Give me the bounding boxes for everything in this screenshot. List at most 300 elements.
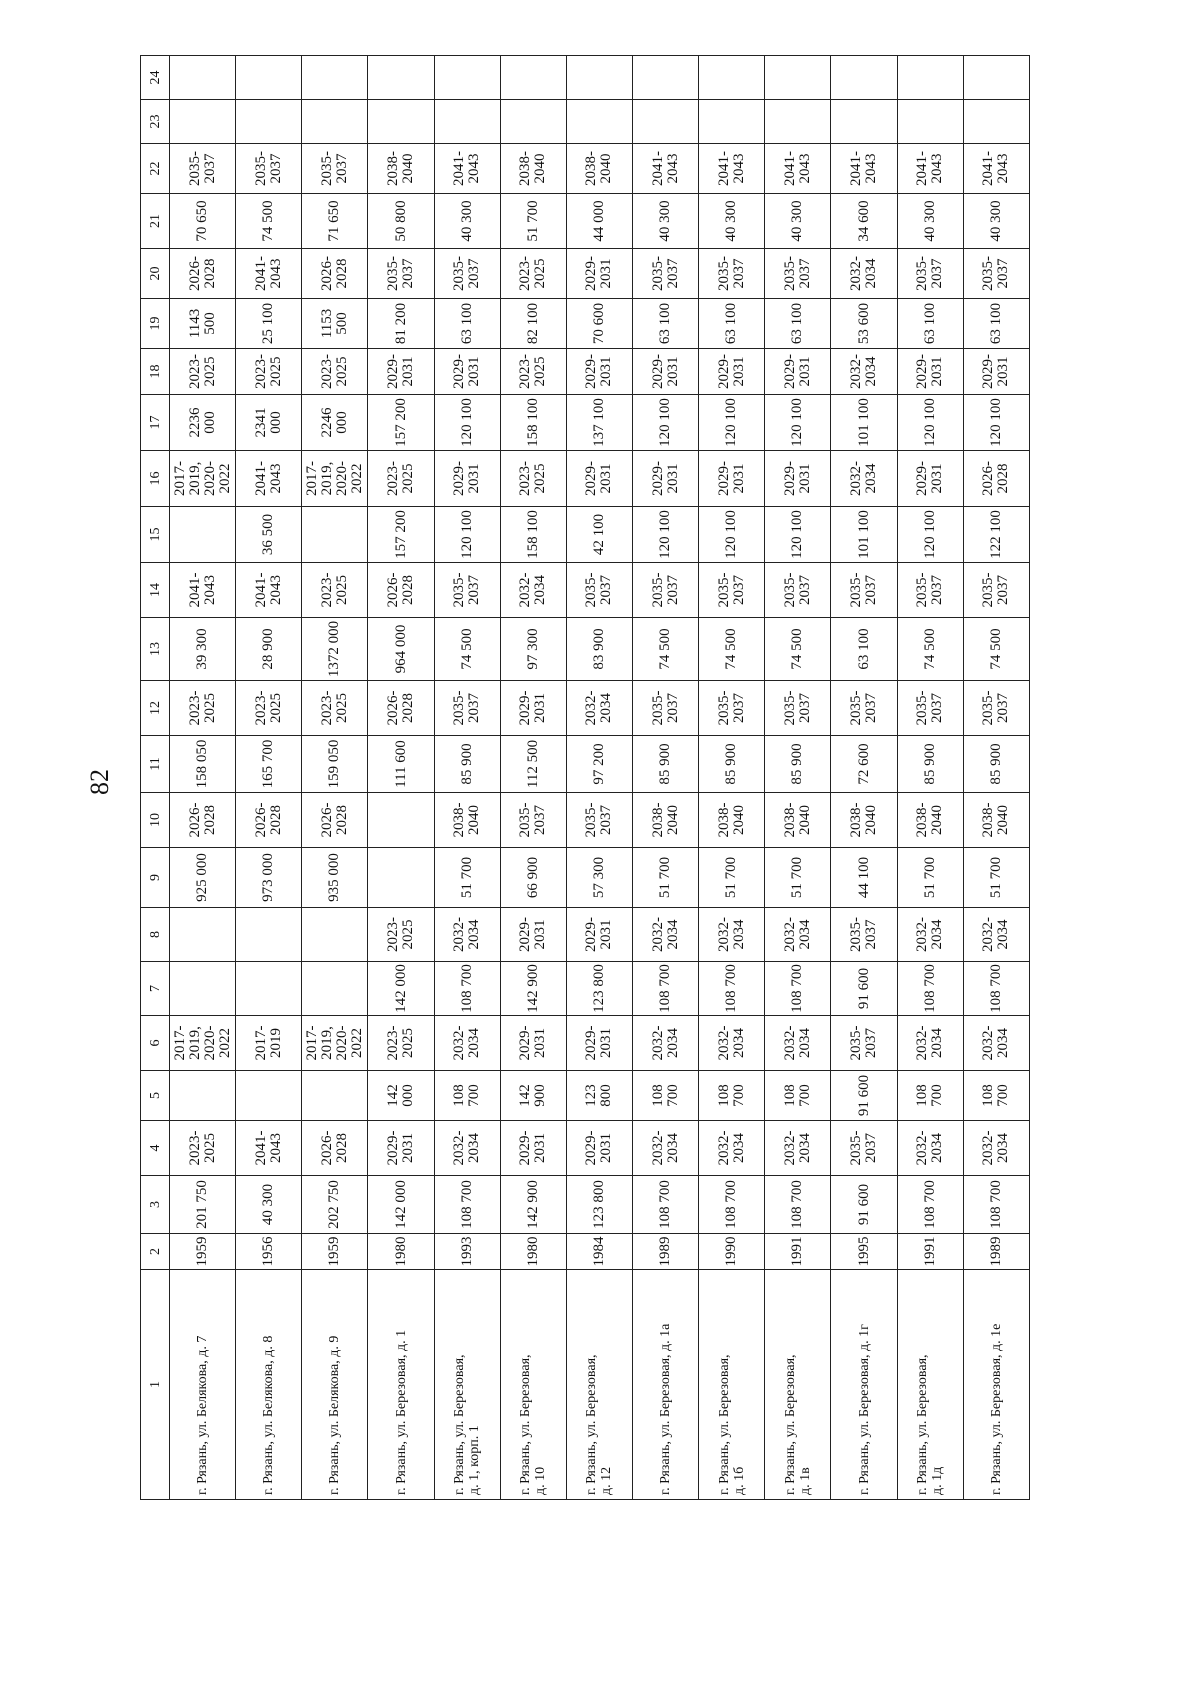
table-cell: 123 800 bbox=[566, 1071, 632, 1121]
table-cell: 2041- 2043 bbox=[699, 144, 765, 194]
table-cell: 51 700 bbox=[699, 848, 765, 908]
table-cell: 1989 bbox=[963, 1234, 1029, 1270]
table-cell: 2035- 2037 bbox=[302, 144, 368, 194]
column-number: 7 bbox=[141, 962, 170, 1016]
table-cell: 2023- 2025 bbox=[368, 1016, 434, 1071]
table-cell: 2041- 2043 bbox=[170, 563, 236, 618]
table-cell: 2023- 2025 bbox=[302, 563, 368, 618]
table-cell: 202 750 bbox=[302, 1176, 368, 1234]
table-cell: 85 900 bbox=[897, 736, 963, 793]
column-number-header bbox=[141, 56, 170, 1500]
table-cell: 91 600 bbox=[831, 1176, 897, 1234]
table-cell: 2029- 2031 bbox=[765, 451, 831, 507]
table-cell: 2032- 2034 bbox=[765, 1121, 831, 1176]
table-cell: 108 700 bbox=[963, 962, 1029, 1016]
table-cell: 2032- 2034 bbox=[963, 1121, 1029, 1176]
table-cell: 137 100 bbox=[566, 395, 632, 451]
table-cell: 50 800 bbox=[368, 194, 434, 249]
table-cell bbox=[236, 908, 302, 962]
table-cell: 2041- 2043 bbox=[633, 144, 699, 194]
table-cell: 2038- 2040 bbox=[699, 793, 765, 848]
table-cell: 120 100 bbox=[434, 395, 500, 451]
column-number: 2 bbox=[141, 1234, 170, 1270]
table-cell: 2035- 2037 bbox=[831, 1121, 897, 1176]
table-cell: 1993 bbox=[434, 1234, 500, 1270]
table-cell: 2017- 2019, 2020- 2022 bbox=[170, 451, 236, 507]
table-cell: 108 700 bbox=[633, 1176, 699, 1234]
table-cell: 120 100 bbox=[765, 507, 831, 563]
table-cell: 120 100 bbox=[897, 507, 963, 563]
repair-schedule-table bbox=[140, 55, 1030, 1500]
table-cell: 42 100 bbox=[566, 507, 632, 563]
table-cell bbox=[236, 56, 302, 100]
table-cell: 2035- 2037 bbox=[831, 908, 897, 962]
table-cell: 2041- 2043 bbox=[236, 563, 302, 618]
column-number: 24 bbox=[141, 56, 170, 100]
address-cell: г. Рязань, ул. Березовая, д. 1а bbox=[633, 1270, 699, 1500]
column-number: 16 bbox=[141, 451, 170, 507]
table-cell: 2041- 2043 bbox=[897, 144, 963, 194]
table-cell: 2035- 2037 bbox=[831, 1016, 897, 1071]
table-row bbox=[765, 56, 831, 1500]
table-cell bbox=[302, 56, 368, 100]
table-cell: 40 300 bbox=[434, 194, 500, 249]
table-cell: 51 700 bbox=[500, 194, 566, 249]
address-cell: г. Рязань, ул. Березовая, д. 1е bbox=[963, 1270, 1029, 1500]
column-number: 18 bbox=[141, 349, 170, 395]
table-cell: 2035- 2037 bbox=[765, 563, 831, 618]
table-cell: 120 100 bbox=[765, 395, 831, 451]
table-cell: 2029- 2031 bbox=[633, 349, 699, 395]
table-cell: 201 750 bbox=[170, 1176, 236, 1234]
table-cell: 2023- 2025 bbox=[236, 349, 302, 395]
table-cell: 57 300 bbox=[566, 848, 632, 908]
table-cell: 2023- 2025 bbox=[500, 249, 566, 299]
table-cell bbox=[765, 100, 831, 144]
table-cell bbox=[170, 507, 236, 563]
table-cell: 72 600 bbox=[831, 736, 897, 793]
table-cell bbox=[434, 100, 500, 144]
table-cell: 2035- 2037 bbox=[566, 793, 632, 848]
table-cell: 108 700 bbox=[765, 962, 831, 1016]
table-cell: 2029- 2031 bbox=[699, 451, 765, 507]
table-cell: 158 100 bbox=[500, 507, 566, 563]
table-cell bbox=[236, 962, 302, 1016]
table-cell: 39 300 bbox=[170, 618, 236, 681]
table-cell bbox=[566, 100, 632, 144]
table-cell: 120 100 bbox=[434, 507, 500, 563]
column-number: 20 bbox=[141, 249, 170, 299]
table-cell: 142 900 bbox=[500, 962, 566, 1016]
table-cell: 108 700 bbox=[963, 1071, 1029, 1121]
table-cell: 1991 bbox=[765, 1234, 831, 1270]
table-cell: 74 500 bbox=[963, 618, 1029, 681]
table-cell: 108 700 bbox=[633, 962, 699, 1016]
table-cell: 2038- 2040 bbox=[765, 793, 831, 848]
table-cell: 2038- 2040 bbox=[831, 793, 897, 848]
table-cell: 157 200 bbox=[368, 395, 434, 451]
table-cell: 120 100 bbox=[897, 395, 963, 451]
table-cell: 2029- 2031 bbox=[500, 908, 566, 962]
table-cell: 85 900 bbox=[434, 736, 500, 793]
table-cell: 63 100 bbox=[831, 618, 897, 681]
table-cell: 2029- 2031 bbox=[500, 1121, 566, 1176]
table-cell bbox=[765, 56, 831, 100]
column-number: 13 bbox=[141, 618, 170, 681]
table-cell: 120 100 bbox=[633, 395, 699, 451]
table-cell: 83 900 bbox=[566, 618, 632, 681]
table-cell: 2023- 2025 bbox=[170, 1121, 236, 1176]
table-cell: 2029- 2031 bbox=[368, 1121, 434, 1176]
table-cell: 71 650 bbox=[302, 194, 368, 249]
table-cell: 2032- 2034 bbox=[963, 908, 1029, 962]
column-number: 15 bbox=[141, 507, 170, 563]
table-cell: 2029- 2031 bbox=[500, 1016, 566, 1071]
table-cell: 2041- 2043 bbox=[831, 144, 897, 194]
table-cell: 2032- 2034 bbox=[699, 908, 765, 962]
table-cell: 2035- 2037 bbox=[170, 144, 236, 194]
table-cell: 2246 000 bbox=[302, 395, 368, 451]
table-cell: 40 300 bbox=[699, 194, 765, 249]
table-cell: 2017- 2019 bbox=[236, 1016, 302, 1071]
table-row bbox=[633, 56, 699, 1500]
table-cell: 40 300 bbox=[236, 1176, 302, 1234]
table-cell: 2029- 2031 bbox=[963, 349, 1029, 395]
table-cell bbox=[699, 100, 765, 144]
table-cell: 2035- 2037 bbox=[699, 681, 765, 736]
table-cell: 2032- 2034 bbox=[500, 563, 566, 618]
table-cell: 2032- 2034 bbox=[566, 681, 632, 736]
table-cell: 53 600 bbox=[831, 299, 897, 349]
table-cell bbox=[170, 100, 236, 144]
table-cell: 1959 bbox=[170, 1234, 236, 1270]
table-row bbox=[170, 56, 236, 1500]
table-cell: 2026- 2028 bbox=[302, 249, 368, 299]
table-cell bbox=[236, 100, 302, 144]
table-cell: 2032- 2034 bbox=[765, 908, 831, 962]
column-number: 22 bbox=[141, 144, 170, 194]
column-number: 19 bbox=[141, 299, 170, 349]
table-cell: 159 050 bbox=[302, 736, 368, 793]
table-row bbox=[368, 56, 434, 1500]
table-cell: 66 900 bbox=[500, 848, 566, 908]
table-cell: 2029- 2031 bbox=[500, 681, 566, 736]
table-cell bbox=[500, 100, 566, 144]
table-cell: 120 100 bbox=[633, 507, 699, 563]
table-cell: 2035- 2037 bbox=[963, 563, 1029, 618]
address-cell: г. Рязань, ул. Белякова, д. 7 bbox=[170, 1270, 236, 1500]
table-cell: 101 100 bbox=[831, 507, 897, 563]
table-cell: 2032- 2034 bbox=[897, 1121, 963, 1176]
table-row bbox=[302, 56, 368, 1500]
table-cell: 157 200 bbox=[368, 507, 434, 563]
column-number: 6 bbox=[141, 1016, 170, 1071]
table-cell: 101 100 bbox=[831, 395, 897, 451]
table-cell: 108 700 bbox=[897, 1071, 963, 1121]
table-cell: 2023- 2025 bbox=[302, 681, 368, 736]
column-number: 10 bbox=[141, 793, 170, 848]
table-cell bbox=[302, 507, 368, 563]
table-cell: 108 700 bbox=[699, 1176, 765, 1234]
table-cell bbox=[368, 848, 434, 908]
table-cell bbox=[963, 56, 1029, 100]
table-cell: 2032- 2034 bbox=[434, 908, 500, 962]
table-cell: 2038- 2040 bbox=[963, 793, 1029, 848]
table-cell: 97 300 bbox=[500, 618, 566, 681]
address-cell: г. Рязань, ул. Березовая, д. 1д bbox=[897, 1270, 963, 1500]
table-cell: 51 700 bbox=[633, 848, 699, 908]
table-cell: 44 100 bbox=[831, 848, 897, 908]
table-cell: 2038- 2040 bbox=[368, 144, 434, 194]
address-cell: г. Рязань, ул. Березовая, д. 10 bbox=[500, 1270, 566, 1500]
table-cell: 85 900 bbox=[963, 736, 1029, 793]
table-cell: 63 100 bbox=[633, 299, 699, 349]
column-number: 14 bbox=[141, 563, 170, 618]
table-cell: 2029- 2031 bbox=[368, 349, 434, 395]
table-cell: 108 700 bbox=[897, 962, 963, 1016]
table-cell: 158 050 bbox=[170, 736, 236, 793]
table-cell: 2035- 2037 bbox=[368, 249, 434, 299]
table-cell: 120 100 bbox=[699, 507, 765, 563]
table-cell: 2035- 2037 bbox=[831, 681, 897, 736]
table-cell bbox=[236, 1071, 302, 1121]
column-number: 5 bbox=[141, 1071, 170, 1121]
table-cell: 2035- 2037 bbox=[765, 249, 831, 299]
table-cell: 2029- 2031 bbox=[434, 451, 500, 507]
table-cell: 2026- 2028 bbox=[302, 1121, 368, 1176]
table-cell: 142 000 bbox=[368, 962, 434, 1016]
table-cell: 51 700 bbox=[897, 848, 963, 908]
table-cell: 85 900 bbox=[633, 736, 699, 793]
table-cell: 2041- 2043 bbox=[236, 1121, 302, 1176]
address-cell: г. Рязань, ул. Березовая, д. 1 bbox=[368, 1270, 434, 1500]
table-row bbox=[434, 56, 500, 1500]
table-cell: 1991 bbox=[897, 1234, 963, 1270]
column-number: 8 bbox=[141, 908, 170, 962]
address-cell: г. Рязань, ул. Березовая, д. 1, корп. 1 bbox=[434, 1270, 500, 1500]
table-row bbox=[963, 56, 1029, 1500]
table-cell bbox=[897, 100, 963, 144]
table-cell: 2035- 2037 bbox=[963, 681, 1029, 736]
table-cell: 2023- 2025 bbox=[500, 349, 566, 395]
table-cell: 2038- 2040 bbox=[434, 793, 500, 848]
table-cell bbox=[368, 100, 434, 144]
table-cell: 111 600 bbox=[368, 736, 434, 793]
table-cell bbox=[170, 56, 236, 100]
table-cell: 108 700 bbox=[434, 1071, 500, 1121]
table-cell: 973 000 bbox=[236, 848, 302, 908]
table-cell: 1153 500 bbox=[302, 299, 368, 349]
table-cell: 1372 000 bbox=[302, 618, 368, 681]
table-cell bbox=[633, 56, 699, 100]
table-cell: 44 000 bbox=[566, 194, 632, 249]
table-cell bbox=[302, 1071, 368, 1121]
table-cell: 81 200 bbox=[368, 299, 434, 349]
table-cell: 123 800 bbox=[566, 962, 632, 1016]
table-cell: 2035- 2037 bbox=[434, 249, 500, 299]
table-cell: 51 700 bbox=[963, 848, 1029, 908]
table-cell: 34 600 bbox=[831, 194, 897, 249]
table-cell: 63 100 bbox=[765, 299, 831, 349]
table-cell: 123 800 bbox=[566, 1176, 632, 1234]
table-cell: 2035- 2037 bbox=[500, 793, 566, 848]
table-cell bbox=[368, 793, 434, 848]
table-cell: 2038- 2040 bbox=[566, 144, 632, 194]
table-cell: 36 500 bbox=[236, 507, 302, 563]
table-cell: 2035- 2037 bbox=[434, 563, 500, 618]
column-number: 17 bbox=[141, 395, 170, 451]
column-number: 12 bbox=[141, 681, 170, 736]
table-cell: 2029- 2031 bbox=[566, 1016, 632, 1071]
table-row bbox=[500, 56, 566, 1500]
table-cell: 70 650 bbox=[170, 194, 236, 249]
table-cell: 2035- 2037 bbox=[831, 563, 897, 618]
address-cell: г. Рязань, ул. Белякова, д. 8 bbox=[236, 1270, 302, 1500]
table-cell: 97 200 bbox=[566, 736, 632, 793]
table-cell: 1980 bbox=[500, 1234, 566, 1270]
table-cell: 120 100 bbox=[699, 395, 765, 451]
table-cell: 2029- 2031 bbox=[566, 1121, 632, 1176]
table-cell: 108 700 bbox=[633, 1071, 699, 1121]
table-cell: 1143 500 bbox=[170, 299, 236, 349]
table-cell: 2029- 2031 bbox=[434, 349, 500, 395]
table-cell: 40 300 bbox=[897, 194, 963, 249]
table-cell: 108 700 bbox=[963, 1176, 1029, 1234]
table-cell: 2038- 2040 bbox=[633, 793, 699, 848]
table-cell: 40 300 bbox=[963, 194, 1029, 249]
table-cell: 142 900 bbox=[500, 1176, 566, 1234]
table-cell: 2032- 2034 bbox=[699, 1016, 765, 1071]
table-cell: 91 600 bbox=[831, 962, 897, 1016]
table-cell: 2032- 2034 bbox=[699, 1121, 765, 1176]
table-cell bbox=[302, 100, 368, 144]
table-cell: 2032- 2034 bbox=[633, 1121, 699, 1176]
table-cell bbox=[302, 962, 368, 1016]
table-cell: 142 000 bbox=[368, 1176, 434, 1234]
table-cell: 2341 000 bbox=[236, 395, 302, 451]
table-cell: 2023- 2025 bbox=[170, 681, 236, 736]
table-cell: 70 600 bbox=[566, 299, 632, 349]
table-cell: 2026- 2028 bbox=[170, 249, 236, 299]
table-cell: 2026- 2028 bbox=[236, 793, 302, 848]
table-cell: 2041- 2043 bbox=[434, 144, 500, 194]
table-cell bbox=[963, 100, 1029, 144]
table-cell: 1995 bbox=[831, 1234, 897, 1270]
table-cell: 74 500 bbox=[633, 618, 699, 681]
table-cell bbox=[302, 908, 368, 962]
table-cell: 2035- 2037 bbox=[633, 249, 699, 299]
table-cell: 120 100 bbox=[963, 395, 1029, 451]
table-cell: 2035- 2037 bbox=[434, 681, 500, 736]
table-cell: 108 700 bbox=[434, 962, 500, 1016]
table-cell: 2026- 2028 bbox=[170, 793, 236, 848]
table-cell: 1989 bbox=[633, 1234, 699, 1270]
table-cell: 2023- 2025 bbox=[500, 451, 566, 507]
table-cell: 2029- 2031 bbox=[699, 349, 765, 395]
table-cell: 2029- 2031 bbox=[897, 349, 963, 395]
table-cell: 40 300 bbox=[765, 194, 831, 249]
table-cell: 2029- 2031 bbox=[566, 908, 632, 962]
table-row bbox=[699, 56, 765, 1500]
table-cell: 2035- 2037 bbox=[897, 681, 963, 736]
table-cell: 1959 bbox=[302, 1234, 368, 1270]
table-cell: 2017- 2019, 2020- 2022 bbox=[302, 1016, 368, 1071]
table-cell: 112 500 bbox=[500, 736, 566, 793]
table-cell: 2023- 2025 bbox=[368, 451, 434, 507]
table-cell: 2032- 2034 bbox=[765, 1016, 831, 1071]
table-cell: 2029- 2031 bbox=[566, 249, 632, 299]
table-cell: 74 500 bbox=[236, 194, 302, 249]
table-cell: 2035- 2037 bbox=[897, 249, 963, 299]
table-cell: 2035- 2037 bbox=[633, 681, 699, 736]
column-number: 9 bbox=[141, 848, 170, 908]
table-row bbox=[897, 56, 963, 1500]
table-cell: 925 000 bbox=[170, 848, 236, 908]
table-cell: 2032- 2034 bbox=[831, 249, 897, 299]
table-cell bbox=[170, 1071, 236, 1121]
table-cell: 2023- 2025 bbox=[368, 908, 434, 962]
table-cell: 28 900 bbox=[236, 618, 302, 681]
table-cell: 2035- 2037 bbox=[699, 563, 765, 618]
table-cell: 51 700 bbox=[434, 848, 500, 908]
table-cell: 2029- 2031 bbox=[765, 349, 831, 395]
table-row bbox=[236, 56, 302, 1500]
table-cell: 2035- 2037 bbox=[236, 144, 302, 194]
table-cell: 2026- 2028 bbox=[302, 793, 368, 848]
table-cell: 2032- 2034 bbox=[831, 451, 897, 507]
table-cell bbox=[699, 56, 765, 100]
table-cell: 2029- 2031 bbox=[897, 451, 963, 507]
table-cell bbox=[897, 56, 963, 100]
table-cell: 40 300 bbox=[633, 194, 699, 249]
table-cell: 74 500 bbox=[434, 618, 500, 681]
column-number: 3 bbox=[141, 1176, 170, 1234]
table-cell: 2029- 2031 bbox=[633, 451, 699, 507]
table-cell: 2038- 2040 bbox=[897, 793, 963, 848]
table-cell: 2032- 2034 bbox=[633, 908, 699, 962]
table-cell: 74 500 bbox=[699, 618, 765, 681]
table-cell bbox=[170, 962, 236, 1016]
table-cell: 2032- 2034 bbox=[963, 1016, 1029, 1071]
table-cell: 85 900 bbox=[699, 736, 765, 793]
table-cell: 2032- 2034 bbox=[633, 1016, 699, 1071]
table-cell: 2017- 2019, 2020- 2022 bbox=[170, 1016, 236, 1071]
table-cell: 74 500 bbox=[897, 618, 963, 681]
column-number: 1 bbox=[141, 1270, 170, 1500]
address-cell: г. Рязань, ул. Березовая, д. 1в bbox=[765, 1270, 831, 1500]
table-cell: 2026- 2028 bbox=[368, 563, 434, 618]
table-cell: 108 700 bbox=[699, 1071, 765, 1121]
table-cell: 1956 bbox=[236, 1234, 302, 1270]
table-cell: 2032- 2034 bbox=[897, 1016, 963, 1071]
table-container bbox=[140, 70, 1030, 1500]
column-number: 4 bbox=[141, 1121, 170, 1176]
table-cell: 25 100 bbox=[236, 299, 302, 349]
table-cell: 2032- 2034 bbox=[434, 1121, 500, 1176]
table-cell: 2035- 2037 bbox=[633, 563, 699, 618]
table-cell: 108 700 bbox=[765, 1176, 831, 1234]
column-number: 23 bbox=[141, 100, 170, 144]
table-cell: 108 700 bbox=[434, 1176, 500, 1234]
table-cell: 63 100 bbox=[963, 299, 1029, 349]
address-cell: г. Рязань, ул. Березовая, д. 12 bbox=[566, 1270, 632, 1500]
table-cell: 2035- 2037 bbox=[566, 563, 632, 618]
table-cell: 142 900 bbox=[500, 1071, 566, 1121]
table-cell: 51 700 bbox=[765, 848, 831, 908]
page-number: 82 bbox=[85, 769, 114, 795]
table-cell: 108 700 bbox=[897, 1176, 963, 1234]
table-cell bbox=[831, 100, 897, 144]
